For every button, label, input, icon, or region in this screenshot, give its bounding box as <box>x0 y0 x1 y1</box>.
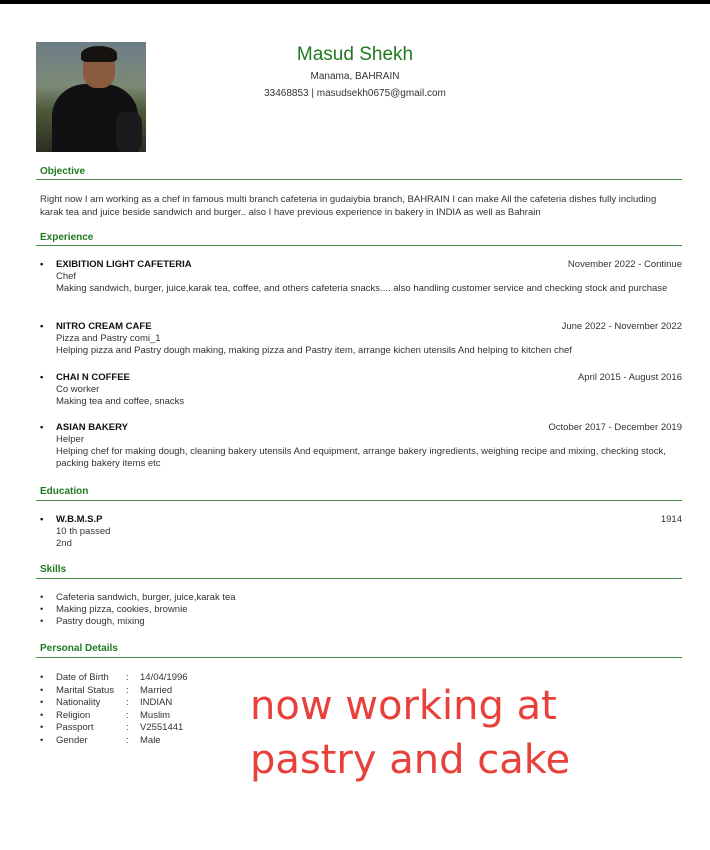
education-detail: 10 th passed <box>56 526 111 537</box>
personal-row: • Passport : V2551441 <box>40 722 188 735</box>
experience-item <box>40 372 682 408</box>
profile-photo <box>36 42 146 152</box>
company-name: • CHAI N COFFEE <box>40 372 130 384</box>
divider <box>36 245 682 246</box>
job-role: Helper <box>56 434 84 445</box>
divider <box>36 500 682 501</box>
personal-row: • Marital Status : Married <box>40 685 188 698</box>
objective-text: Right now I am working as a chef in famous multi branch cafeteria in gudaiybia branch, BAHRAIN I can make All the cafeteria dishes fully including karak tea and juice beside sandwich and burger.. also I have previous experience in bakery in INDIA as well as Bahrain <box>40 194 657 218</box>
section-title-experience: Experience <box>40 232 94 243</box>
date-range: June 2022 - November 2022 <box>561 321 682 332</box>
candidate-name: Masud Shekh <box>296 44 414 65</box>
personal-row: • Date of Birth : 14/04/1996 <box>40 672 188 685</box>
job-role: Co worker <box>56 384 100 395</box>
field-value: V2551441 <box>140 722 184 733</box>
section-title-education: Education <box>40 486 89 497</box>
field-label: • Date of Birth <box>40 672 126 685</box>
job-description: Helping pizza and Pastry dough making, making pizza and Pastry item, arrange kichen utensils And helping to kitchen chef <box>56 345 572 356</box>
section-title-skills: Skills <box>40 564 67 575</box>
experience-item <box>40 422 682 470</box>
field-label: • Marital Status <box>40 685 126 698</box>
personal-row: • Gender : Male <box>40 735 188 748</box>
field-value: Married <box>140 684 173 696</box>
school-name: • W.B.M.S.P <box>40 514 102 526</box>
education-year: 1914 <box>660 514 682 525</box>
education-item <box>40 514 682 550</box>
company-name: • ASIAN BAKERY <box>40 422 128 434</box>
experience-item <box>40 321 682 357</box>
skill-item: • Cafeteria sandwich, burger, juice,karak tea <box>40 592 236 604</box>
company-name: • EXIBITION LIGHT CAFETERIA <box>40 259 192 271</box>
contact-line: 33468853 | masudsekh0675@gmail.com <box>264 88 446 99</box>
top-bar <box>0 0 710 4</box>
date-range: October 2017 - December 2019 <box>548 422 682 433</box>
field-value: 14/04/1996 <box>140 672 188 683</box>
job-role: Chef <box>56 271 77 282</box>
company-name: • NITRO CREAM CAFE <box>40 321 152 333</box>
skill-item: • Pastry dough, mixing <box>40 616 236 628</box>
overlay-note-line2: pastry and cake <box>250 737 571 783</box>
experience-item <box>40 259 682 295</box>
skill-item: • Making pizza, cookies, brownie <box>40 604 236 616</box>
date-range: November 2022 - Continue <box>567 259 682 270</box>
section-title-personal: Personal Details <box>40 643 118 654</box>
field-label: • Passport <box>40 722 126 735</box>
job-description: Making sandwich, burger, juice,karak tea, coffee, and others cafeteria snacks.... also handling customer service and checking stock and purchase <box>56 283 668 294</box>
field-value: INDIAN <box>140 697 173 708</box>
skills-list <box>40 592 236 628</box>
personal-row: • Religion : Muslim <box>40 710 188 723</box>
education-detail: 2nd <box>56 538 72 549</box>
divider <box>36 179 682 180</box>
field-value: Muslim <box>140 709 171 721</box>
location: Manama, BAHRAIN <box>310 71 400 82</box>
job-description: Helping chef for making dough, cleaning bakery utensils And equipment, arrange bakery ingredients, weighing recipe and mixing, checking stock, packing bakery items etc <box>56 446 666 469</box>
field-label: • Religion <box>40 710 126 723</box>
personal-details <box>40 672 188 747</box>
personal-row: • Nationality : INDIAN <box>40 697 188 710</box>
field-label: • Nationality <box>40 697 126 710</box>
field-label: • Gender <box>40 735 126 748</box>
divider <box>36 657 682 658</box>
overlay-note-line1: now working at <box>250 683 557 729</box>
date-range: April 2015 - August 2016 <box>577 372 682 383</box>
field-value: Male <box>140 734 161 746</box>
job-description: Making tea and coffee, snacks <box>56 396 185 407</box>
job-role: Pizza and Pastry comi_1 <box>56 333 161 344</box>
section-title-objective: Objective <box>40 166 86 177</box>
divider <box>36 578 682 579</box>
